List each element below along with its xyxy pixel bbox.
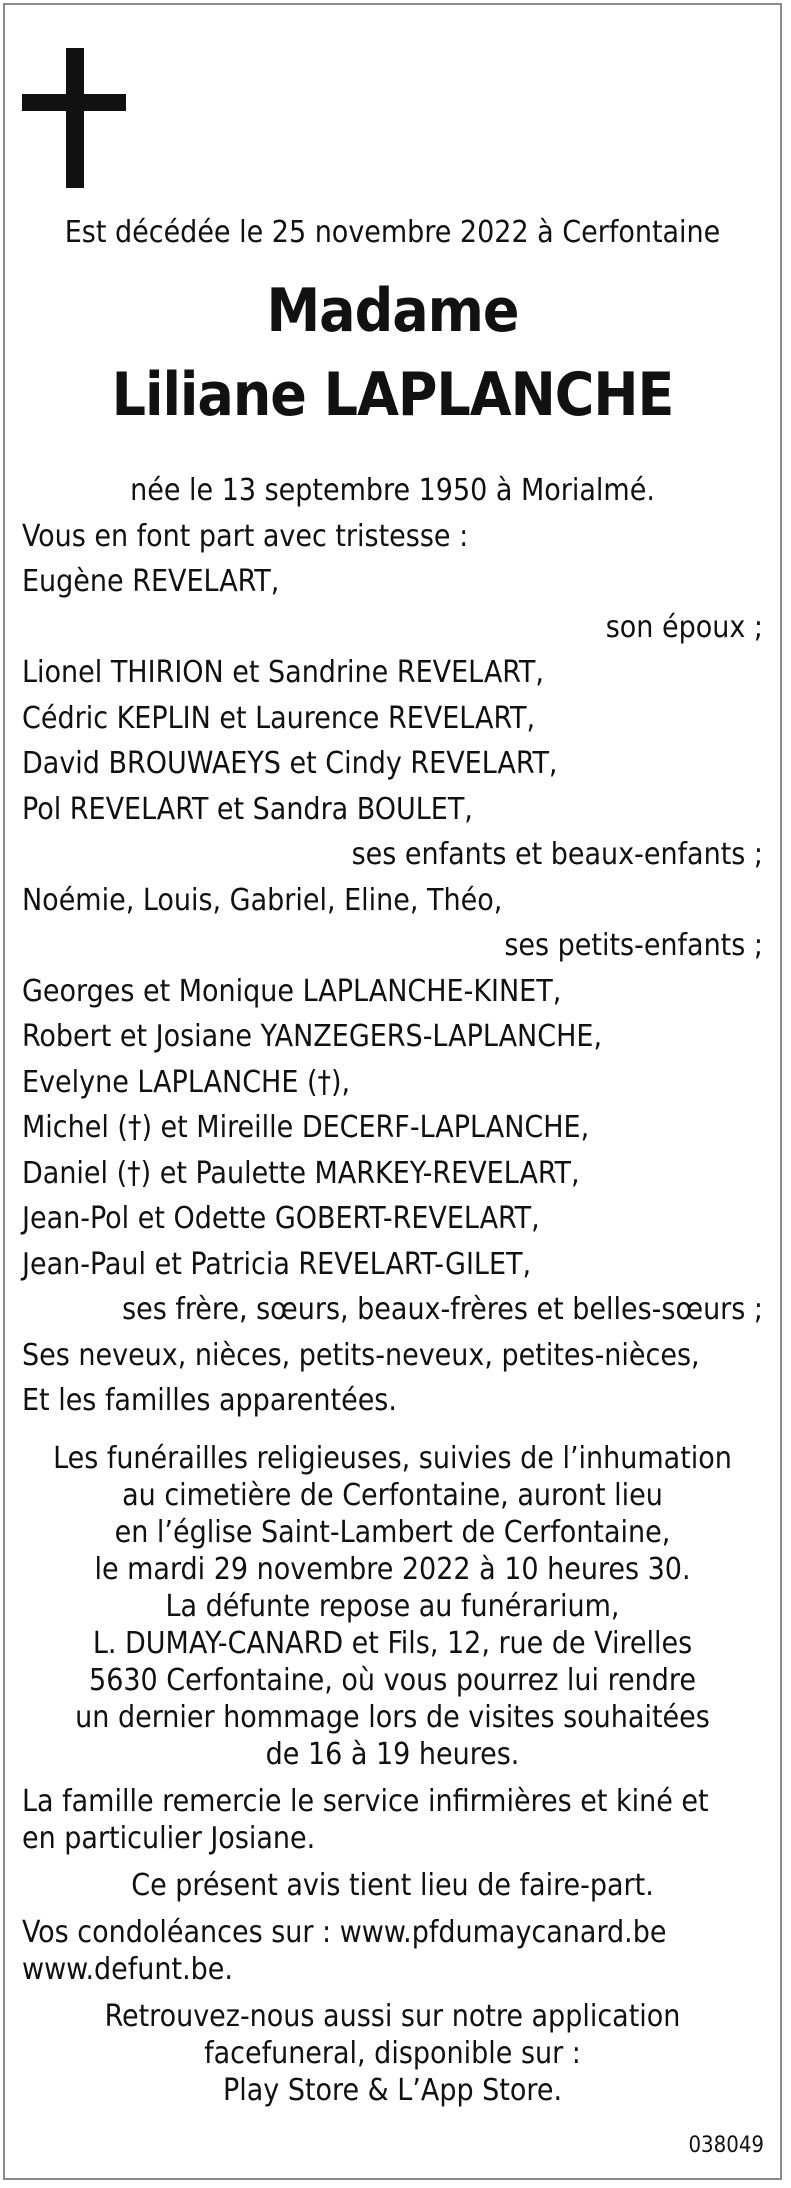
funeral-line: au cimetière de Cerfontaine, auront lieu bbox=[122, 1478, 663, 1513]
app-line: facefuneral, disponible sur : bbox=[204, 2036, 581, 2071]
funeral-section bbox=[22, 1440, 763, 2109]
family-line: David BROUWAEYS et Cindy REVELART, bbox=[22, 746, 558, 781]
condolence-info bbox=[22, 1914, 763, 1988]
family-line: Ses neveux, nièces, petits-neveux, petites-nièces, bbox=[22, 1337, 700, 1373]
funeral-line: un dernier hommage lors de visites souhaitées bbox=[75, 1700, 710, 1735]
funeral-line: Les funérailles religieuses, suivies de l’inhumation bbox=[53, 1441, 732, 1476]
deceased-name bbox=[5, 269, 780, 437]
family-line: Lionel THIRION et Sandrine REVELART, bbox=[22, 655, 544, 690]
family-line: Pol REVELART et Sandra BOULET, bbox=[22, 791, 473, 827]
funeral-line: 5630 Cerfontaine, où vous pourrez lui rendre bbox=[89, 1663, 696, 1698]
reference-number: 038049 bbox=[688, 2133, 764, 2158]
funeral-line: de 16 à 19 heures. bbox=[265, 1737, 520, 1772]
funeral-details bbox=[22, 1440, 763, 1773]
thanks-line: en particulier Josiane. bbox=[22, 1821, 316, 1856]
family-line: son époux ; bbox=[605, 609, 763, 645]
family-line: ses enfants et beaux-enfants ; bbox=[351, 837, 763, 872]
family-line: Cédric KEPLIN et Laurence REVELART, bbox=[22, 700, 536, 736]
death-announcement: Est décédée le 25 novembre 2022 à Cerfontaine bbox=[64, 215, 721, 250]
funeral-line: La défunte repose au funérarium, bbox=[165, 1589, 620, 1624]
funeral-line: L. DUMAY-CANARD et Fils, 12, rue de Virelles bbox=[92, 1626, 693, 1661]
family-line: Evelyne LAPLANCHE (†), bbox=[22, 1064, 351, 1100]
family-line: Et les familles apparentées. bbox=[22, 1383, 397, 1418]
app-info bbox=[22, 1998, 763, 2109]
app-line: Play Store & L’App Store. bbox=[222, 2073, 563, 2108]
family-line: Georges et Monique LAPLANCHE-KINET, bbox=[22, 973, 562, 1009]
family-list bbox=[22, 514, 763, 1424]
family-section bbox=[22, 468, 763, 1424]
family-line: Eugène REVELART, bbox=[22, 564, 280, 599]
family-line: ses frère, sœurs, beaux-frères et belles-sœurs ; bbox=[122, 1292, 763, 1327]
family-line: ses petits-enfants ; bbox=[504, 928, 763, 963]
birth-info: née le 13 septembre 1950 à Morialmé. bbox=[130, 473, 655, 508]
family-line: Michel (†) et Mireille DECERF-LAPLANCHE, bbox=[22, 1110, 590, 1145]
app-line: Retrouvez-nous aussi sur notre application bbox=[104, 1999, 681, 2034]
family-line: Vous en font part avec tristesse : bbox=[22, 518, 469, 554]
thanks-line: La famille remercie le service infirmières et kiné et bbox=[22, 1784, 709, 1819]
family-line: Jean-Paul et Patricia REVELART-GILET, bbox=[22, 1246, 532, 1282]
family-line: Daniel (†) et Paulette MARKEY-REVELART, bbox=[22, 1155, 580, 1191]
title-line-2: Liliane LAPLANCHE bbox=[111, 360, 674, 430]
family-line: Robert et Josiane YANZEGERS-LAPLANCHE, bbox=[22, 1019, 603, 1054]
funeral-line: le mardi 29 novembre 2022 à 10 heures 30. bbox=[94, 1552, 691, 1587]
family-line: Jean-Pol et Odette GOBERT-REVELART, bbox=[22, 1201, 540, 1236]
notice-statement: Ce présent avis tient lieu de faire-part. bbox=[131, 1868, 654, 1903]
condolence-line: Vos condoléances sur : www.pfdumaycanard.be bbox=[22, 1915, 667, 1950]
condolence-line: www.defunt.be. bbox=[22, 1952, 233, 1987]
obituary-notice bbox=[3, 3, 782, 2180]
thanks-text bbox=[22, 1783, 763, 1857]
title-line-1: Madame bbox=[266, 276, 519, 346]
funeral-line: en l’église Saint-Lambert de Cerfontaine, bbox=[114, 1515, 671, 1550]
family-line: Noémie, Louis, Gabriel, Eline, Théo, bbox=[22, 882, 503, 918]
cross-icon bbox=[22, 48, 126, 188]
